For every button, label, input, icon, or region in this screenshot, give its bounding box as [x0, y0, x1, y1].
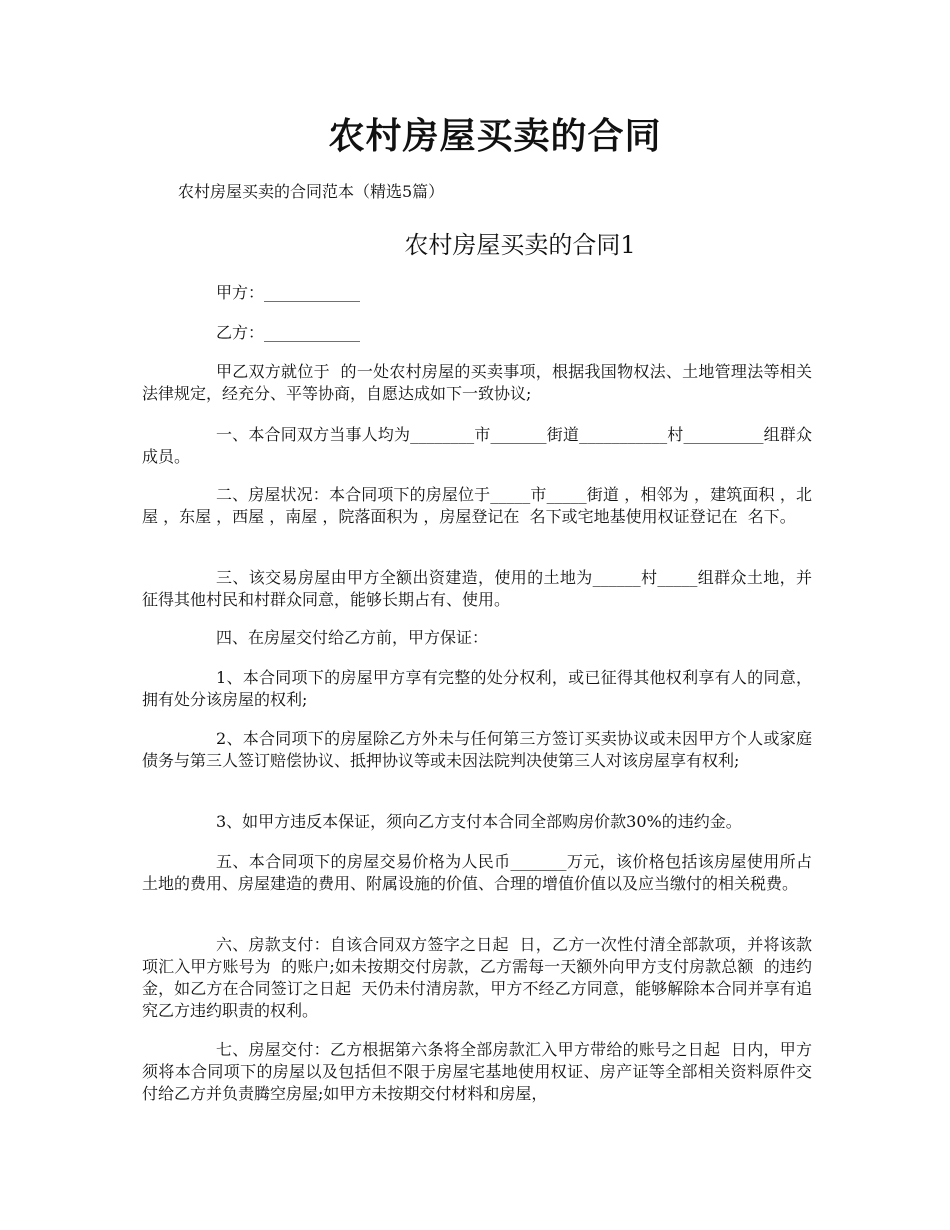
- section-title: 农村房屋买卖的合同1: [404, 231, 636, 259]
- clause-4-item-3: 3、如甲方违反本保证，须向乙方支付本合同全部购房价款30%的违约金。: [216, 812, 742, 831]
- document-subtitle: 农村房屋买卖的合同范本（精选5篇）: [178, 182, 445, 201]
- clause-2-paragraph: 二、房屋状况：本合同项下的房屋位于_____市_____街道 ，相邻为 ，建筑面积 ，北屋 ，东屋 ，西屋 ，南屋 ，院落面积为 ，房屋登记在 名下或宅地基使用权证登记在 名下。: [142, 485, 812, 526]
- clause-3-paragraph: 三、该交易房屋由甲方全额出资建造，使用的土地为______村_____组群众土地，并征得其他村民和村群众同意，能够长期占有、使用。: [142, 568, 812, 609]
- clause-7-paragraph: 七、房屋交付：乙方根据第六条将全部房款汇入甲方带给的账号之日起 日内，甲方须将本合同项下的房屋以及包括但不限于房屋宅基地使用权证、房产证等全部相关资料原件交付给乙方并负责腾空房屋;如甲方未按期交付材料和房屋，: [142, 1040, 812, 1103]
- party-b-line: 乙方：____________: [216, 323, 361, 342]
- party-a-line: 甲方：____________: [216, 283, 361, 302]
- clause-1-paragraph: 一、本合同双方当事人均为________市_______街道___________村__________组群众成员。: [142, 425, 812, 466]
- clause-5-paragraph: 五、本合同项下的房屋交易价格为人民币_______万元，该价格包括该房屋使用所占土地的费用、房屋建造的费用、附属设施的价值、合理的增值价值以及应当缴付的相关税费。: [142, 852, 812, 893]
- clause-4-item-1: 1、本合同项下的房屋甲方享有完整的处分权利，或已征得其他权利享有人的同意，拥有处分该房屋的权利;: [142, 668, 812, 709]
- clause-4-item-2: 2、本合同项下的房屋除乙方外未与任何第三方签订买卖协议或未因甲方个人或家庭债务与第三人签订赔偿协议、抵押协议等或未因法院判决使第三人对该房屋享有权利;: [142, 729, 812, 770]
- clause-6-paragraph: 六、房款支付：自该合同双方签字之日起 日，乙方一次性付清全部款项，并将该款项汇入甲方账号为 的账户;如未按期交付房款，乙方需每一天额外向甲方支付房款总额 的违约金，如乙方在合同签订之日起 天仍未付清房款，甲方不经乙方同意，能够解除本合同并享有追究乙方违约职责的权利。: [142, 935, 812, 1020]
- intro-paragraph: 甲乙双方就位于 的一处农村房屋的买卖事项，根据我国物权法、土地管理法等相关法律规定，经充分、平等协商，自愿达成如下一致协议;: [142, 362, 812, 403]
- clause-4-paragraph: 四、在房屋交付给乙方前，甲方保证：: [216, 628, 489, 647]
- document-title: 农村房屋买卖的合同: [328, 115, 662, 157]
